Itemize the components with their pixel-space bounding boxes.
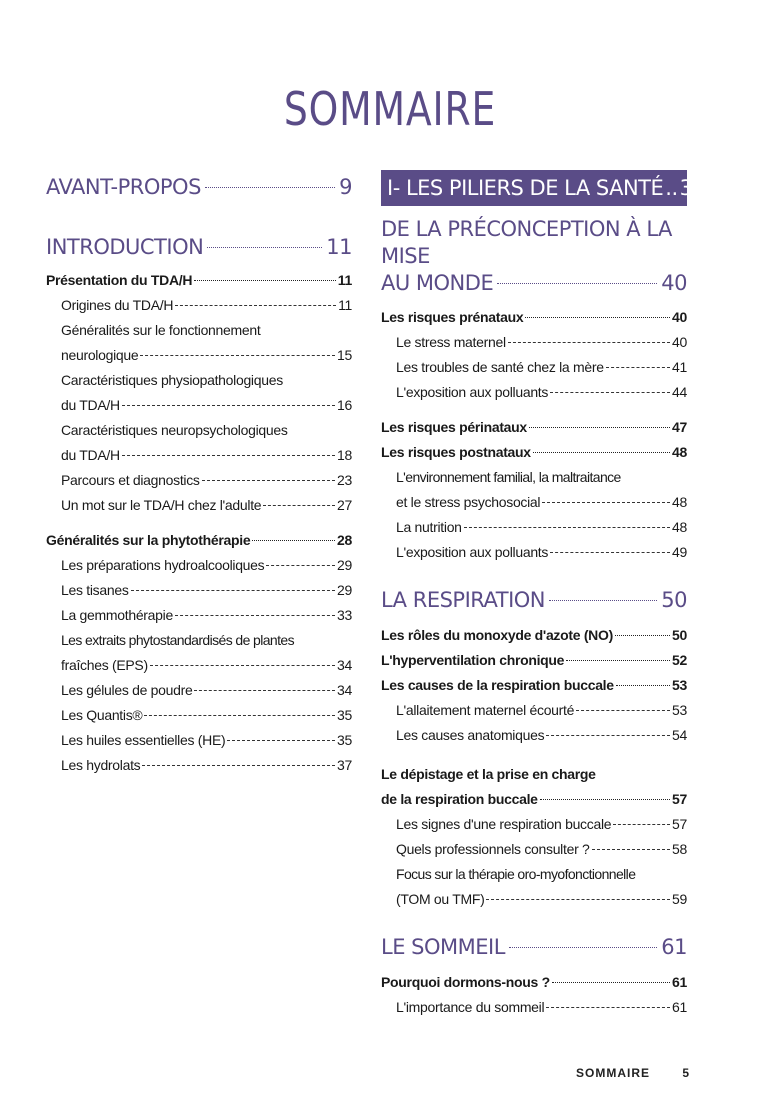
toc-entry-label: Le stress maternel <box>396 334 506 350</box>
toc-page-number: 61 <box>672 974 687 990</box>
dot-leader <box>140 355 335 356</box>
toc-entry-presentation-tdah[interactable] <box>46 268 352 293</box>
toc-section-avant-propos[interactable] <box>46 172 352 202</box>
toc-left-column <box>46 172 352 778</box>
toc-entry[interactable] <box>381 862 687 912</box>
toc-page-number: 50 <box>661 588 687 612</box>
page-footer <box>576 1066 690 1080</box>
toc-section-label: INTRODUCTION <box>46 235 204 259</box>
toc-page-number: 48 <box>672 444 687 460</box>
toc-entry[interactable] <box>46 578 352 603</box>
toc-page-number: 29 <box>337 557 352 573</box>
toc-entry-label-cont: de la respiration buccale <box>381 791 538 807</box>
toc-page-number: 28 <box>337 532 352 548</box>
toc-entry-label: Parcours et diagnostics <box>61 472 200 488</box>
toc-entry[interactable] <box>46 368 352 418</box>
dot-leader <box>207 247 322 248</box>
toc-right-column <box>381 170 706 1020</box>
toc-page-number: 40 <box>661 271 687 295</box>
toc-page-number: 44 <box>672 384 687 400</box>
dot-leader <box>144 715 335 716</box>
toc-entry[interactable] <box>381 698 687 723</box>
dot-leader <box>194 690 335 691</box>
dot-leader <box>576 710 670 711</box>
toc-entry-label: L'importance du sommeil <box>396 999 545 1015</box>
toc-page-number: 23 <box>337 472 352 488</box>
toc-part-label: I- LES PILIERS DE LA SANTÉ <box>387 176 664 200</box>
dot-leader <box>566 660 670 661</box>
toc-entry-label: L'exposition aux polluants <box>396 544 549 560</box>
toc-entry-label: Le dépistage et la prise en charge <box>381 766 596 782</box>
toc-entry[interactable] <box>46 753 352 778</box>
toc-entry[interactable] <box>46 468 352 493</box>
toc-entry-perinataux[interactable] <box>381 415 687 440</box>
toc-page-number: 57 <box>672 816 687 832</box>
toc-entry-label: Les préparations hydroalcooliques <box>61 557 265 573</box>
dot-leader <box>550 392 670 393</box>
toc-page-number: 11 <box>326 235 352 259</box>
toc-page-number: 35 <box>337 707 352 723</box>
toc-page-number: 61 <box>661 935 687 959</box>
toc-entry-label-cont: du TDA/H <box>61 397 120 413</box>
toc-entry[interactable] <box>46 603 352 628</box>
dot-leader <box>194 280 336 281</box>
dot-leader <box>252 540 335 541</box>
toc-page-number: 29 <box>337 582 352 598</box>
toc-section-respiration[interactable] <box>381 585 687 615</box>
toc-page-number: 53 <box>672 702 687 718</box>
toc-entry-label: Caractéristiques neuropsychologiques <box>61 422 288 438</box>
toc-page-number: 50 <box>672 627 687 643</box>
toc-entry-label-cont: du TDA/H <box>61 447 120 463</box>
dot-leader <box>613 824 670 825</box>
toc-page-number: 52 <box>672 652 687 668</box>
dot-leader <box>606 367 670 368</box>
toc-page-number: 57 <box>672 791 687 807</box>
toc-section-preconception[interactable] <box>381 216 687 297</box>
dot-leader <box>542 502 670 503</box>
toc-entry-label-cont: et le stress psychosocial <box>396 494 541 510</box>
toc-entry[interactable] <box>381 465 687 515</box>
toc-page-number: 34 <box>337 682 352 698</box>
toc-entry-label: Pourquoi dormons-nous ? <box>381 974 550 990</box>
dot-leader <box>509 947 657 948</box>
dot-leader <box>122 405 335 406</box>
toc-entry[interactable] <box>46 293 352 318</box>
toc-page-number: 11 <box>337 272 352 288</box>
toc-entry-label: Les causes de la respiration buccale <box>381 677 614 693</box>
toc-entry-label-cont: fraîches (EPS) <box>61 657 148 673</box>
dot-leader <box>175 615 335 616</box>
toc-entry-label: Généralités sur le fonctionnement <box>61 322 261 338</box>
dot-leader <box>150 665 335 666</box>
toc-entry-label: Les signes d'une respiration buccale <box>396 816 612 832</box>
page-title: SOMMAIRE <box>283 82 497 136</box>
dot-leader <box>549 600 657 601</box>
toc-entry-label: Les extraits phytostandardisés de plantes <box>61 632 294 648</box>
dot-leader <box>202 480 335 481</box>
dot-leader: .. <box>665 176 678 200</box>
toc-entry[interactable] <box>46 728 352 753</box>
toc-entry-label: Origines du TDA/H <box>61 297 174 313</box>
toc-part-banner[interactable] <box>381 170 706 206</box>
toc-page-number: 61 <box>672 999 687 1015</box>
dot-leader <box>550 552 670 553</box>
toc-entry[interactable] <box>381 723 687 748</box>
dot-leader <box>508 342 670 343</box>
dot-leader <box>529 427 670 428</box>
toc-entry[interactable] <box>46 418 352 468</box>
toc-entry-label-cont: neurologique <box>61 347 139 363</box>
toc-section-label: AVANT-PROPOS <box>46 175 201 199</box>
toc-page-number: 16 <box>337 397 352 413</box>
toc-entry[interactable] <box>46 628 352 678</box>
toc-entry-phytotherapie[interactable] <box>46 528 352 553</box>
toc-entry-hyperventilation[interactable] <box>381 648 687 673</box>
toc-page-number: 39 <box>679 176 706 200</box>
toc-entry[interactable] <box>46 318 352 368</box>
toc-page-number: 49 <box>672 544 687 560</box>
toc-entry-label: L'exposition aux polluants <box>396 384 549 400</box>
toc-entry-no[interactable] <box>381 623 687 648</box>
toc-entry-label: Les tisanes <box>61 582 129 598</box>
toc-entry[interactable] <box>381 515 687 540</box>
toc-page-number: 27 <box>337 497 352 513</box>
dot-leader <box>263 505 335 506</box>
toc-entry-label: Les risques prénataux <box>381 309 524 325</box>
dot-leader <box>592 849 671 850</box>
toc-page-number: 40 <box>672 309 687 325</box>
toc-page-number: 48 <box>672 494 687 510</box>
dot-leader <box>131 590 335 591</box>
toc-entry-label: Les risques périnataux <box>381 419 527 435</box>
toc-page-number: 33 <box>337 607 352 623</box>
toc-page-number: 53 <box>672 677 687 693</box>
toc-page-number: 59 <box>672 891 687 907</box>
toc-section-introduction[interactable] <box>46 232 352 262</box>
toc-entry[interactable] <box>46 553 352 578</box>
dot-leader <box>546 1007 670 1008</box>
toc-entry-label: Un mot sur le TDA/H chez l'adulte <box>61 497 262 513</box>
toc-entry[interactable] <box>46 493 352 518</box>
toc-entry-label: L'allaitement maternel écourté <box>396 702 575 718</box>
dot-leader <box>464 527 670 528</box>
toc-entry-label: L'environnement familial, la maltraitance <box>396 469 621 485</box>
toc-entry-label: Les troubles de santé chez la mère <box>396 359 604 375</box>
toc-entry[interactable] <box>381 995 687 1020</box>
toc-entry-label: Les causes anatomiques <box>396 727 545 743</box>
toc-entry-label: Les rôles du monoxyde d'azote (NO) <box>381 627 613 643</box>
dot-leader <box>615 635 670 636</box>
toc-entry[interactable] <box>46 678 352 703</box>
toc-entry-postnataux[interactable] <box>381 440 687 465</box>
dot-leader <box>540 799 670 800</box>
toc-entry[interactable] <box>381 540 687 565</box>
toc-page-number: 11 <box>338 297 352 313</box>
footer-label: SOMMAIRE <box>576 1066 650 1080</box>
toc-entry[interactable] <box>381 355 687 380</box>
toc-page-number: 37 <box>337 757 352 773</box>
toc-page-number: 41 <box>672 359 687 375</box>
toc-entry-label: Les Quantis® <box>61 707 143 723</box>
dot-leader <box>525 317 670 318</box>
toc-entry-label: Les hydrolats <box>61 757 141 773</box>
toc-section-label: DE LA PRÉCONCEPTION À LA MISE <box>381 217 672 268</box>
toc-entry[interactable] <box>381 812 687 837</box>
toc-entry-dormons[interactable] <box>381 970 687 995</box>
toc-entry-depistage[interactable] <box>381 762 687 812</box>
dot-leader <box>533 452 670 453</box>
toc-page-number: 58 <box>672 841 687 857</box>
toc-page-number: 35 <box>337 732 352 748</box>
toc-entry[interactable] <box>46 703 352 728</box>
toc-entry-label: Caractéristiques physiopathologiques <box>61 372 283 388</box>
toc-page-number: 40 <box>672 334 687 350</box>
dot-leader <box>486 899 670 900</box>
toc-entry-label: La nutrition <box>396 519 462 535</box>
toc-entry-label: Quels professionnels consulter ? <box>396 841 590 857</box>
toc-entry-label-cont: (TOM ou TMF) <box>396 891 485 907</box>
toc-section-label-cont: AU MONDE <box>381 271 494 295</box>
toc-page-number: 9 <box>339 175 352 199</box>
dot-leader <box>175 305 336 306</box>
toc-page-number: 54 <box>672 727 687 743</box>
toc-entry-prenataux[interactable] <box>381 305 687 330</box>
toc-page-number: 47 <box>672 419 687 435</box>
toc-entry-label: La gemmothérapie <box>61 607 173 623</box>
page-number: 5 <box>682 1066 691 1080</box>
dot-leader <box>205 187 335 188</box>
dot-leader <box>552 982 670 983</box>
dot-leader <box>227 740 335 741</box>
toc-entry-label: Les risques postnataux <box>381 444 531 460</box>
dot-leader <box>497 283 657 284</box>
toc-entry-label: Focus sur la thérapie oro-myofonctionnelle <box>396 866 636 882</box>
toc-page-number: 15 <box>337 347 352 363</box>
toc-entry-label: L'hyperventilation chronique <box>381 652 565 668</box>
toc-section-sommeil[interactable] <box>381 932 687 962</box>
toc-entry-label: Généralités sur la phytothérapie <box>46 532 251 548</box>
toc-entry-label: Les huiles essentielles (HE) <box>61 732 226 748</box>
toc-entry[interactable] <box>381 330 687 355</box>
toc-entry-label: Présentation du TDA/H <box>46 272 193 288</box>
toc-section-label: LE SOMMEIL <box>381 935 505 959</box>
dot-leader <box>142 765 335 766</box>
toc-entry[interactable] <box>381 380 687 405</box>
toc-entry-label: Les gélules de poudre <box>61 682 193 698</box>
dot-leader <box>616 685 670 686</box>
toc-section-label: LA RESPIRATION <box>381 588 546 612</box>
toc-page-number: 34 <box>337 657 352 673</box>
toc-page-number: 48 <box>672 519 687 535</box>
dot-leader <box>266 565 335 566</box>
dot-leader <box>122 455 335 456</box>
toc-entry-causes[interactable] <box>381 673 687 698</box>
toc-page-number: 18 <box>337 447 352 463</box>
dot-leader <box>546 735 670 736</box>
toc-entry[interactable] <box>381 837 687 862</box>
